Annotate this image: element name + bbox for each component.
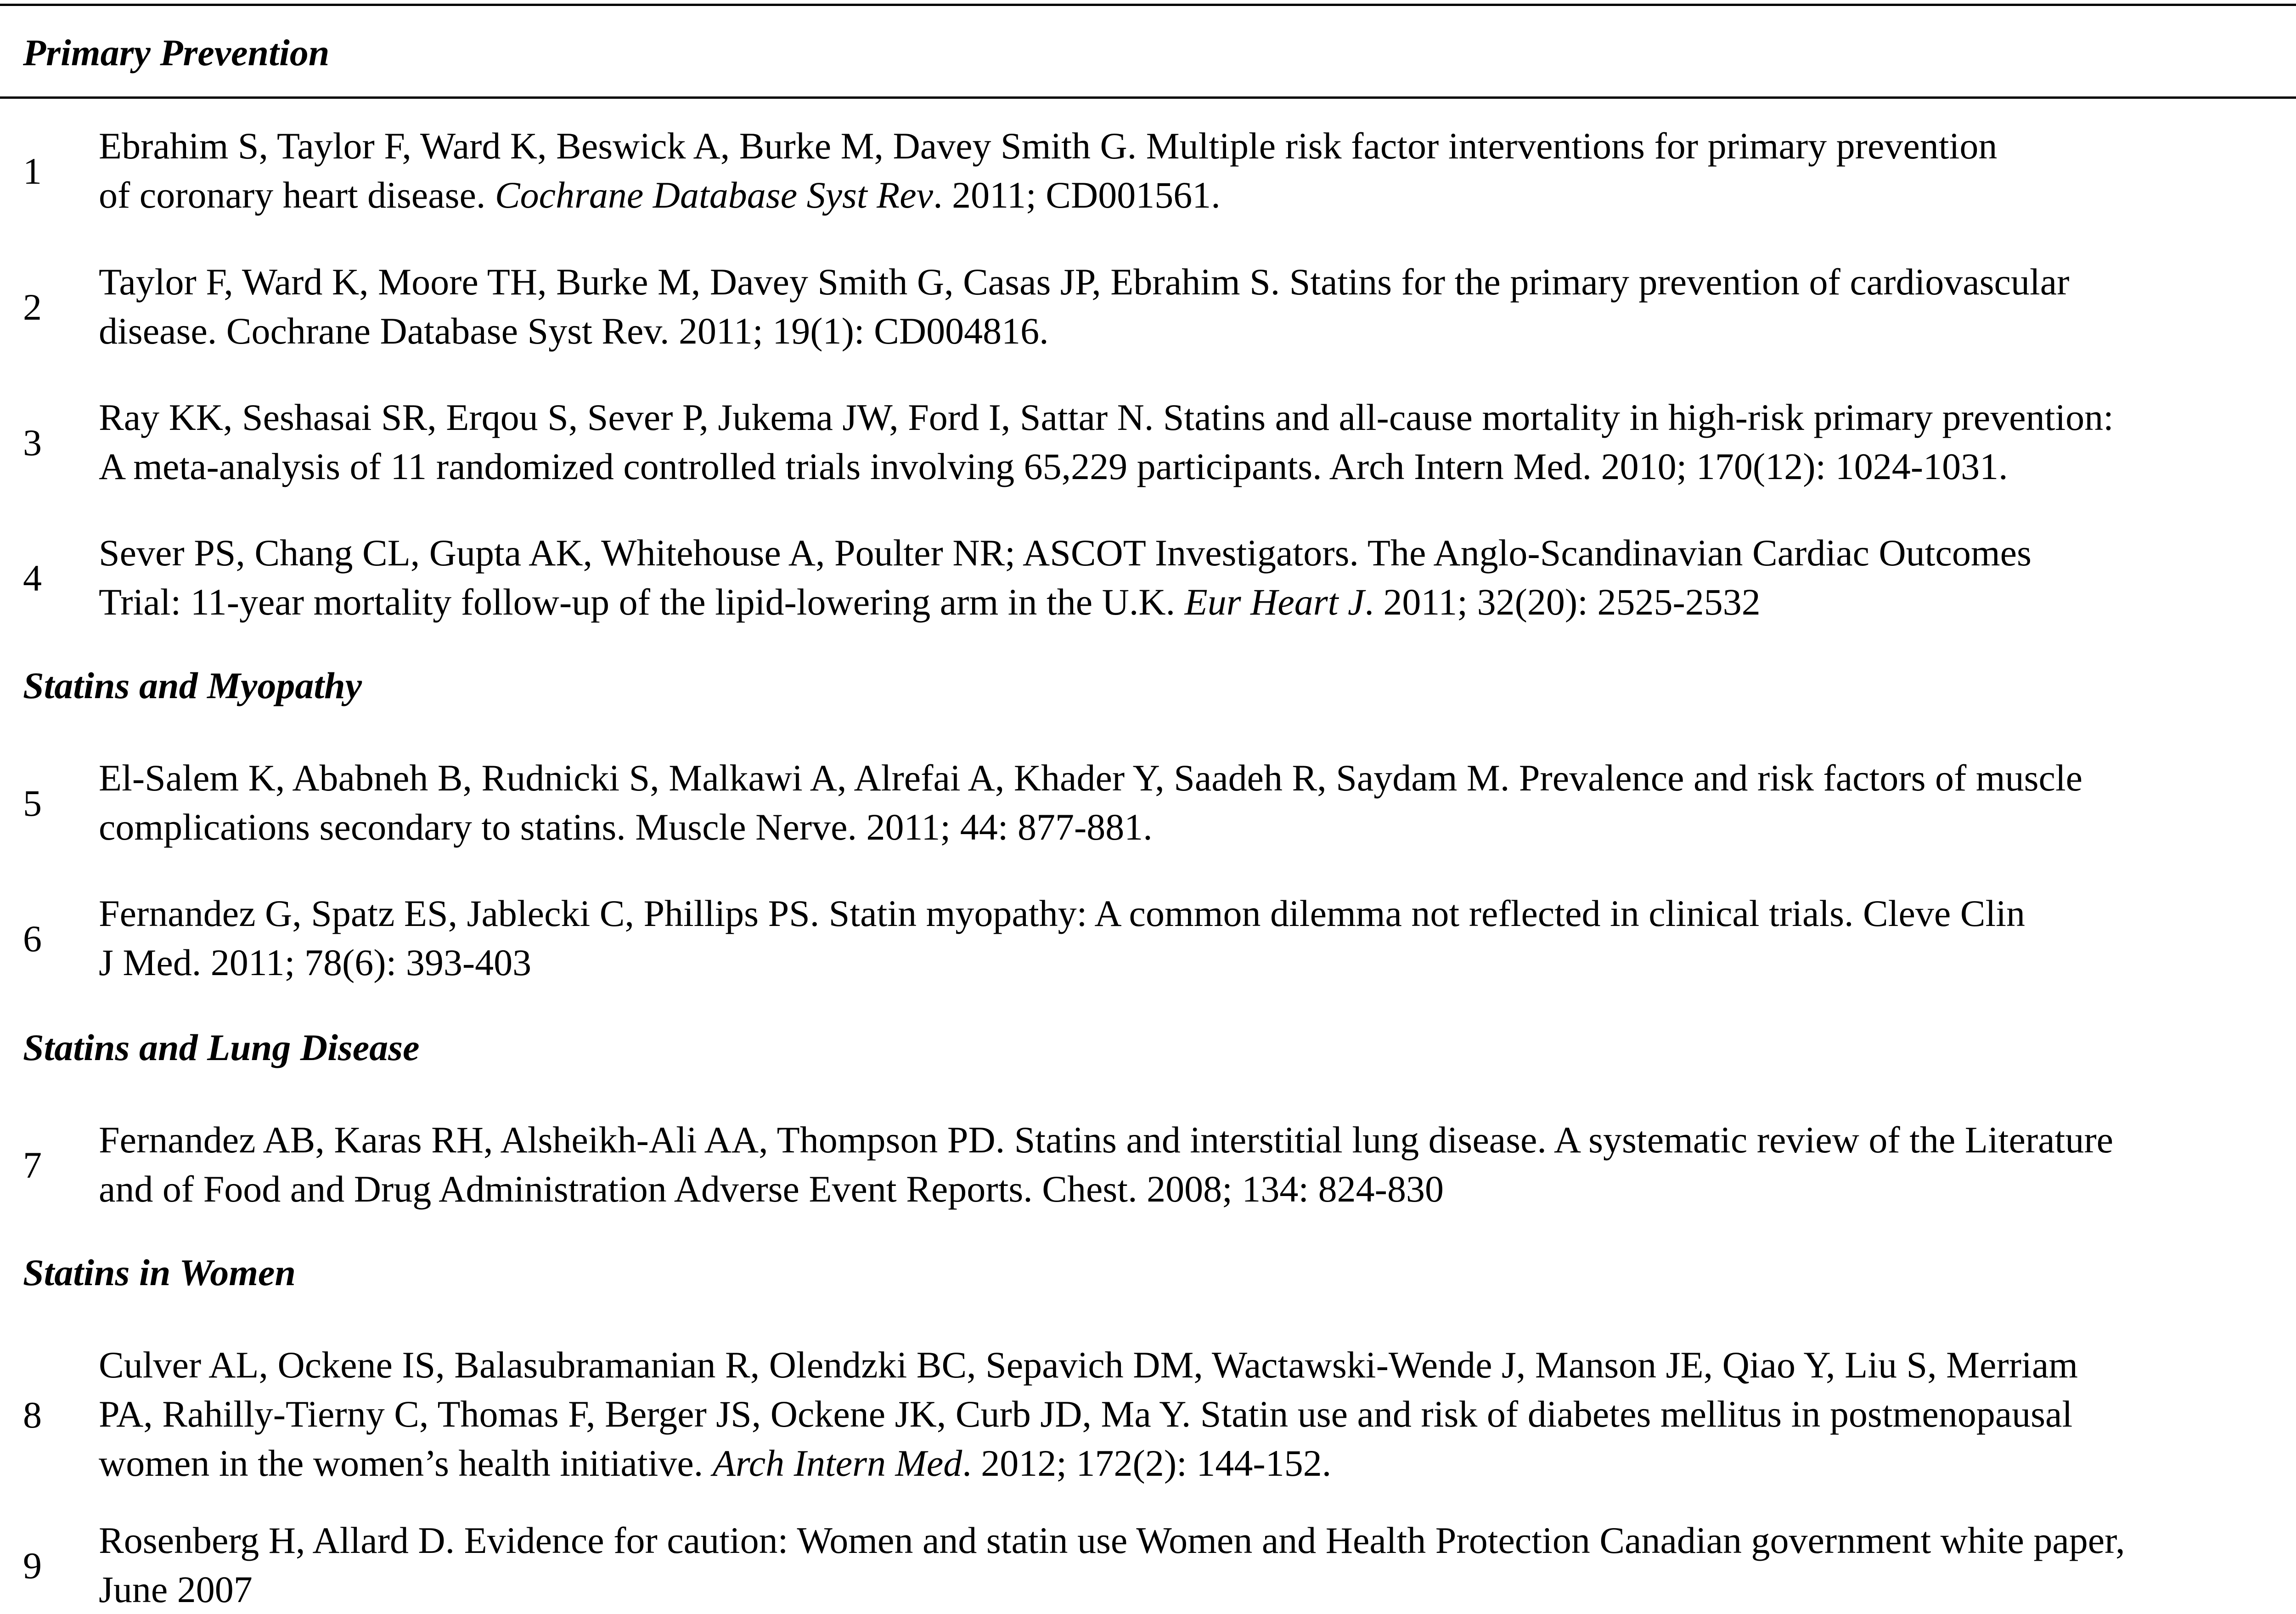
reference-run: Culver AL, Ockene IS, Balasubramanian R, Olendzki BC, Sepavich DM, Wactawski-Wende J, Manson JE, Qiao Y, Liu S, Merriam xyxy=(99,1344,2078,1386)
reference-line xyxy=(99,306,2296,356)
reference-text xyxy=(99,1516,2296,1614)
reference-line xyxy=(99,753,2296,802)
reference-line xyxy=(99,938,2296,987)
reference-number: 3 xyxy=(23,422,42,463)
reference-run: . 2011; CD001561. xyxy=(933,174,1221,216)
reference-run: of coronary heart disease. xyxy=(99,174,495,216)
reference-line xyxy=(99,1439,2296,1488)
reference-text xyxy=(99,121,2296,220)
reference-run: Taylor F, Ward K, Moore TH, Burke M, Davey Smith G, Casas JP, Ebrahim S. Statins for the primary prevention of cardiovascular xyxy=(99,261,2070,303)
reference-run: . 2012; 172(2): 144-152. xyxy=(962,1442,1332,1484)
section-heading-statins-myopathy: Statins and Myopathy xyxy=(23,665,362,706)
reference-line xyxy=(99,121,2296,170)
reference-run: Trial: 11-year mortality follow-up of the lipid-lowering arm in the U.K. xyxy=(99,581,1185,623)
reference-number: 6 xyxy=(23,918,42,959)
reference-run: and of Food and Drug Administration Adverse Event Reports. Chest. 2008; 134: 824-830 xyxy=(99,1168,1444,1210)
reference-line xyxy=(99,257,2296,306)
reference-number: 8 xyxy=(23,1394,42,1436)
reference-line xyxy=(99,1389,2296,1439)
reference-number: 2 xyxy=(23,286,42,328)
reference-number: 4 xyxy=(23,557,42,599)
journal-title: Cochrane Database Syst Rev xyxy=(495,174,934,216)
reference-run: disease. Cochrane Database Syst Rev. 2011; 19(1): CD004816. xyxy=(99,310,1049,352)
reference-text xyxy=(99,1115,2296,1213)
reference-run: Sever PS, Chang CL, Gupta AK, Whitehouse A, Poulter NR; ASCOT Investigators. The Anglo-Scandinavian Cardiac Outcomes xyxy=(99,532,2032,574)
reference-line xyxy=(99,528,2296,577)
reference-run: Fernandez AB, Karas RH, Alsheikh-Ali AA, Thompson PD. Statins and interstitial lung disease. A systematic review of the Literature xyxy=(99,1119,2114,1161)
reference-line xyxy=(99,1565,2296,1614)
reference-text xyxy=(99,889,2296,987)
reference-text xyxy=(99,753,2296,852)
reference-number: 5 xyxy=(23,782,42,824)
journal-title: Eur Heart J xyxy=(1184,581,1365,623)
reference-text xyxy=(99,257,2296,356)
reference-number: 9 xyxy=(23,1545,42,1586)
reference-run: A meta-analysis of 11 randomized controlled trials involving 65,229 participants. Arch Intern Med. 2010; 170(12): 1024-1031. xyxy=(99,446,2008,487)
reference-text xyxy=(99,393,2296,491)
reference-run: Fernandez G, Spatz ES, Jablecki C, Phillips PS. Statin myopathy: A common dilemma not reflected in clinical trials. Cleve Clin xyxy=(99,892,2026,934)
section-heading-statins-in-women: Statins in Women xyxy=(23,1252,296,1293)
reference-run: PA, Rahilly-Tierny C, Thomas F, Berger JS, Ockene JK, Curb JD, Ma Y. Statin use and risk of diabetes mellitus in postmenopausal xyxy=(99,1393,2073,1435)
reference-run: women in the women’s health initiative. xyxy=(99,1442,713,1484)
journal-title: Arch Intern Med xyxy=(712,1442,962,1484)
reference-line xyxy=(99,1115,2296,1164)
reference-line xyxy=(99,170,2296,220)
reference-line xyxy=(99,442,2296,491)
reference-line xyxy=(99,1516,2296,1565)
reference-run: . 2011; 32(20): 2525-2532 xyxy=(1364,581,1761,623)
reference-text xyxy=(99,1340,2296,1488)
top-rule xyxy=(0,4,2296,6)
reference-run: Rosenberg H, Allard D. Evidence for caution: Women and statin use Women and Health Protection Canadian government white paper, xyxy=(99,1519,2125,1561)
reference-run: J Med. 2011; 78(6): 393-403 xyxy=(99,942,532,983)
reference-line xyxy=(99,393,2296,442)
reference-line xyxy=(99,577,2296,626)
reference-run: El-Salem K, Ababneh B, Rudnicki S, Malkawi A, Alrefai A, Khader Y, Saadeh R, Saydam M. Prevalence and risk factors of muscle xyxy=(99,757,2083,799)
reference-text xyxy=(99,528,2296,626)
header-rule xyxy=(0,96,2296,99)
reference-line xyxy=(99,802,2296,852)
reference-run: Ray KK, Seshasai SR, Erqou S, Sever P, Jukema JW, Ford I, Sattar N. Statins and all-cause mortality in high-risk primary prevention: xyxy=(99,396,2114,438)
section-heading-statins-lung-disease: Statins and Lung Disease xyxy=(23,1027,420,1068)
reference-run: Ebrahim S, Taylor F, Ward K, Beswick A, Burke M, Davey Smith G. Multiple risk factor interventions for primary prevention xyxy=(99,125,1998,167)
reference-line xyxy=(99,889,2296,938)
reference-line xyxy=(99,1164,2296,1213)
reference-run: complications secondary to statins. Muscle Nerve. 2011; 44: 877-881. xyxy=(99,806,1153,848)
reference-run: June 2007 xyxy=(99,1569,253,1610)
reference-line xyxy=(99,1340,2296,1389)
reference-number: 7 xyxy=(23,1144,42,1186)
reference-number: 1 xyxy=(23,150,42,192)
section-heading-primary-prevention: Primary Prevention xyxy=(23,32,330,73)
